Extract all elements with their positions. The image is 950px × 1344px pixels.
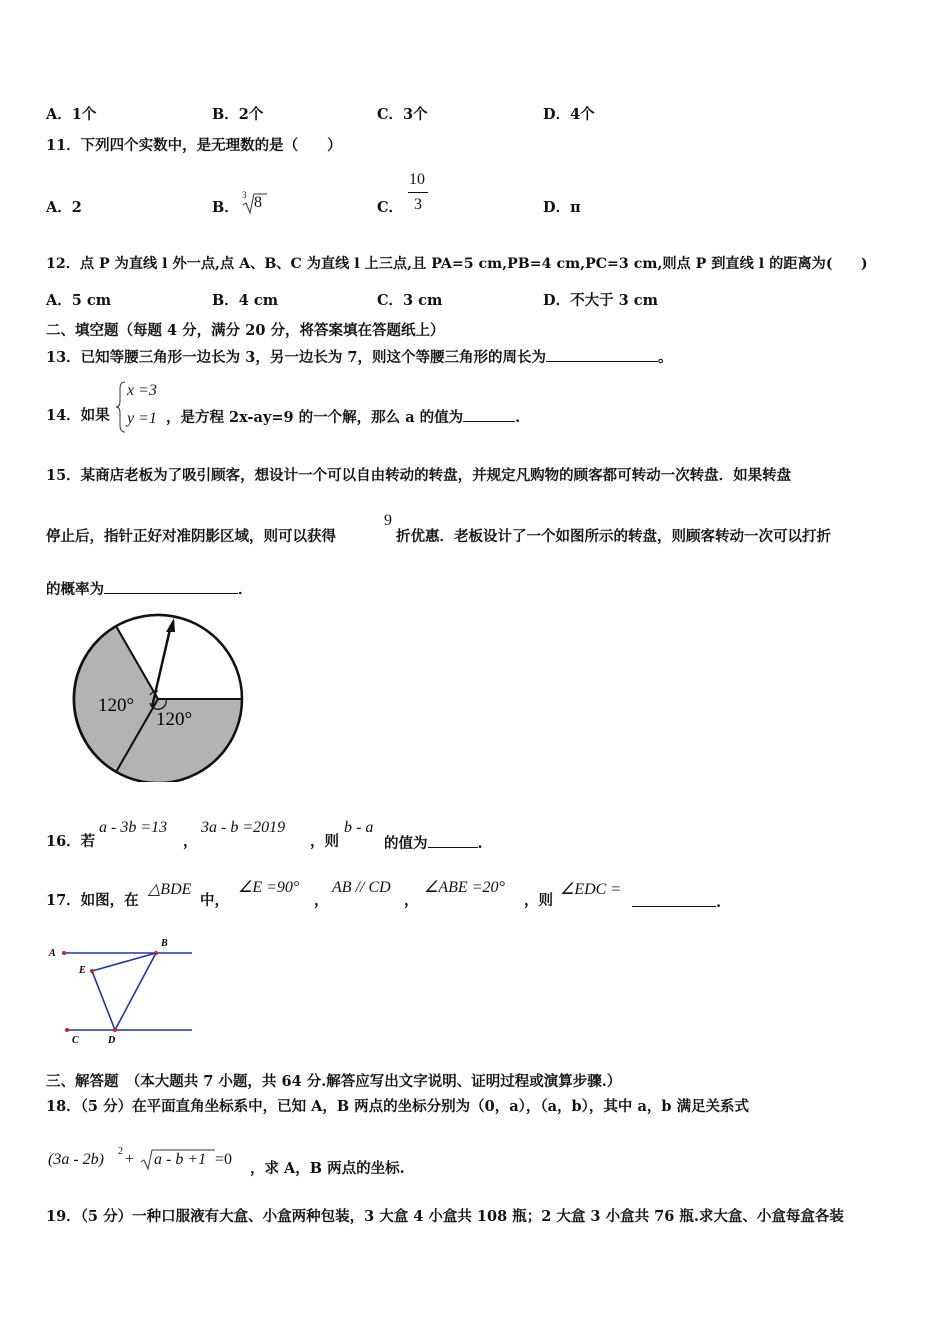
q11-option-a: A．2 xyxy=(46,199,82,216)
q15-line-3 xyxy=(46,579,253,599)
q19-line-1: 19．（5 分）一种口服液有大盒、小盒两种包装，3 大盒 4 小盒共 108 瓶；2 大盒 3 小盒共 76 瓶.求大盒、小盒每盒各装 xyxy=(46,1208,844,1225)
q11-option-d: D．π xyxy=(543,199,581,216)
point-c xyxy=(65,1028,69,1032)
q14-equation-2: y =1 xyxy=(127,410,157,427)
q17-triangle: △BDE xyxy=(148,881,192,898)
q17-mid: 中， xyxy=(200,892,229,909)
label-e: E xyxy=(79,965,86,976)
q17-expr-3: ∠ABE =20° xyxy=(424,879,505,896)
q17-answer xyxy=(632,892,721,912)
label-a: A xyxy=(49,948,56,959)
q12-option-b: B．4 cm xyxy=(212,292,279,309)
angle-label-left: 120° xyxy=(98,695,135,716)
answer-blank xyxy=(428,833,478,848)
q17-end: . xyxy=(716,894,722,911)
q17-comma-1: ， xyxy=(314,892,329,909)
q11-fraction-denominator: 3 xyxy=(414,196,422,213)
q17-expr-1: ∠E =90° xyxy=(238,879,300,896)
label-b: B xyxy=(161,938,168,949)
formula-square-term: (3a - 2b) xyxy=(48,1151,104,1168)
q14-text xyxy=(166,407,520,427)
q16-expr-3: b - a xyxy=(344,819,374,836)
radicand: 8 xyxy=(254,194,262,211)
section-3-heading: 三、解答题 （本大题共 7 小题，共 64 分.解答应写出文字说明、证明过程或演算步骤.） xyxy=(46,1073,622,1090)
q11-option-c: C． xyxy=(377,199,404,216)
q15-end: ． xyxy=(238,581,253,598)
answer-blank xyxy=(632,892,716,907)
q15-line-2b: 折优惠．老板设计了一个如图所示的转盘，则顾客转动一次可以打折 xyxy=(396,528,831,545)
triangle-bde xyxy=(92,953,156,1030)
parallel-lines-diagram xyxy=(44,936,204,1048)
q11-option-b: B． xyxy=(212,199,239,216)
q18-line-1: 18．（5 分）在平面直角坐标系中，已知 A，B 两点的坐标分别为（0，a），（a，b），其中 a，b 满足关系式 xyxy=(46,1098,750,1115)
q17-expr-4: ∠EDC = xyxy=(560,881,622,898)
formula-exponent: 2 xyxy=(118,1146,123,1157)
q16-prefix: 16．若 xyxy=(46,833,96,850)
q13-text xyxy=(46,347,672,367)
q16-comma-1: ， xyxy=(183,833,198,850)
formula-equals-zero: =0 xyxy=(215,1151,233,1168)
q16-comma-2: ，则 xyxy=(310,833,339,850)
point-b xyxy=(154,951,158,955)
q12-stem: 12．点 P 为直线 l 外一点,点 A、B、C 为直线 l 上三点,且 PA=5 cm,PB=4 cm,PC=3 cm,则点 P 到直线 l 的距离为( ) xyxy=(46,256,868,272)
q12-option-c: C．3 cm xyxy=(377,292,443,309)
label-d: D xyxy=(108,1035,116,1046)
formula-radicand: a - b +1 xyxy=(154,1151,207,1168)
q14-stem: ，是方程 2x-ay=9 的一个解，那么 a 的值为 xyxy=(166,409,464,426)
q15-line-1: 15．某商店老板为了吸引顾客，想设计一个可以自由转动的转盘，并规定凡购物的顾客都可转动一次转盘．如果转盘 xyxy=(46,467,792,484)
q14-equation-1: x =3 xyxy=(127,382,157,399)
q17-prefix: 17．如图，在 xyxy=(46,892,139,909)
q15-line-2a: 停止后，指针正好对准阴影区域，则可以获得 xyxy=(46,528,336,545)
q10-option-c: C．3个 xyxy=(377,106,428,123)
q10-option-a: A．1个 xyxy=(46,106,97,123)
q12-option-d: D．不大于 3 cm xyxy=(543,292,658,309)
answer-blank xyxy=(463,407,515,422)
q11-stem: 11．下列四个实数中，是无理数的是（ ） xyxy=(46,137,342,154)
angle-label-bottom: 120° xyxy=(156,709,193,730)
fraction-bar xyxy=(408,192,428,193)
label-c: C xyxy=(72,1035,79,1046)
answer-blank xyxy=(104,579,238,594)
q10-option-d: D．4个 xyxy=(543,106,595,123)
q15-stem: 的概率为 xyxy=(46,581,104,598)
q13-end: 。 xyxy=(657,349,673,366)
formula-plus: + xyxy=(125,1151,135,1168)
answer-blank xyxy=(546,347,658,362)
q16-text xyxy=(384,833,483,853)
q18-line-2: ，求 A，B 两点的坐标. xyxy=(250,1160,405,1177)
q17-comma-3: ，则 xyxy=(524,892,553,909)
point-d xyxy=(113,1028,117,1032)
q16-stem: 的值为 xyxy=(384,835,428,852)
section-2-heading: 二、填空题（每题 4 分，满分 20 分，将答案填在答题纸上） xyxy=(46,322,445,339)
q16-expr-1: a - 3b =13 xyxy=(99,819,168,836)
spinner-diagram xyxy=(70,612,250,782)
q16-end: . xyxy=(477,835,483,852)
q14-prefix: 14．如果 xyxy=(46,407,110,424)
q10-option-b: B．2个 xyxy=(212,106,264,123)
q16-expr-2: 3a - b =2019 xyxy=(201,819,286,836)
q13-stem: 13．已知等腰三角形一边长为 3，另一边长为 7，则这个等腰三角形的周长为 xyxy=(46,349,546,366)
q12-option-a: A．5 cm xyxy=(46,292,112,309)
point-e xyxy=(90,969,94,973)
root-index: 3 xyxy=(242,190,247,200)
q17-comma-2: ， xyxy=(404,892,419,909)
q15-nine: 9 xyxy=(384,512,392,529)
left-brace-icon xyxy=(115,381,127,433)
q11-fraction-numerator: 10 xyxy=(409,171,425,188)
q17-expr-2: AB // CD xyxy=(332,879,391,896)
q14-end: . xyxy=(515,409,521,426)
point-a xyxy=(62,951,66,955)
